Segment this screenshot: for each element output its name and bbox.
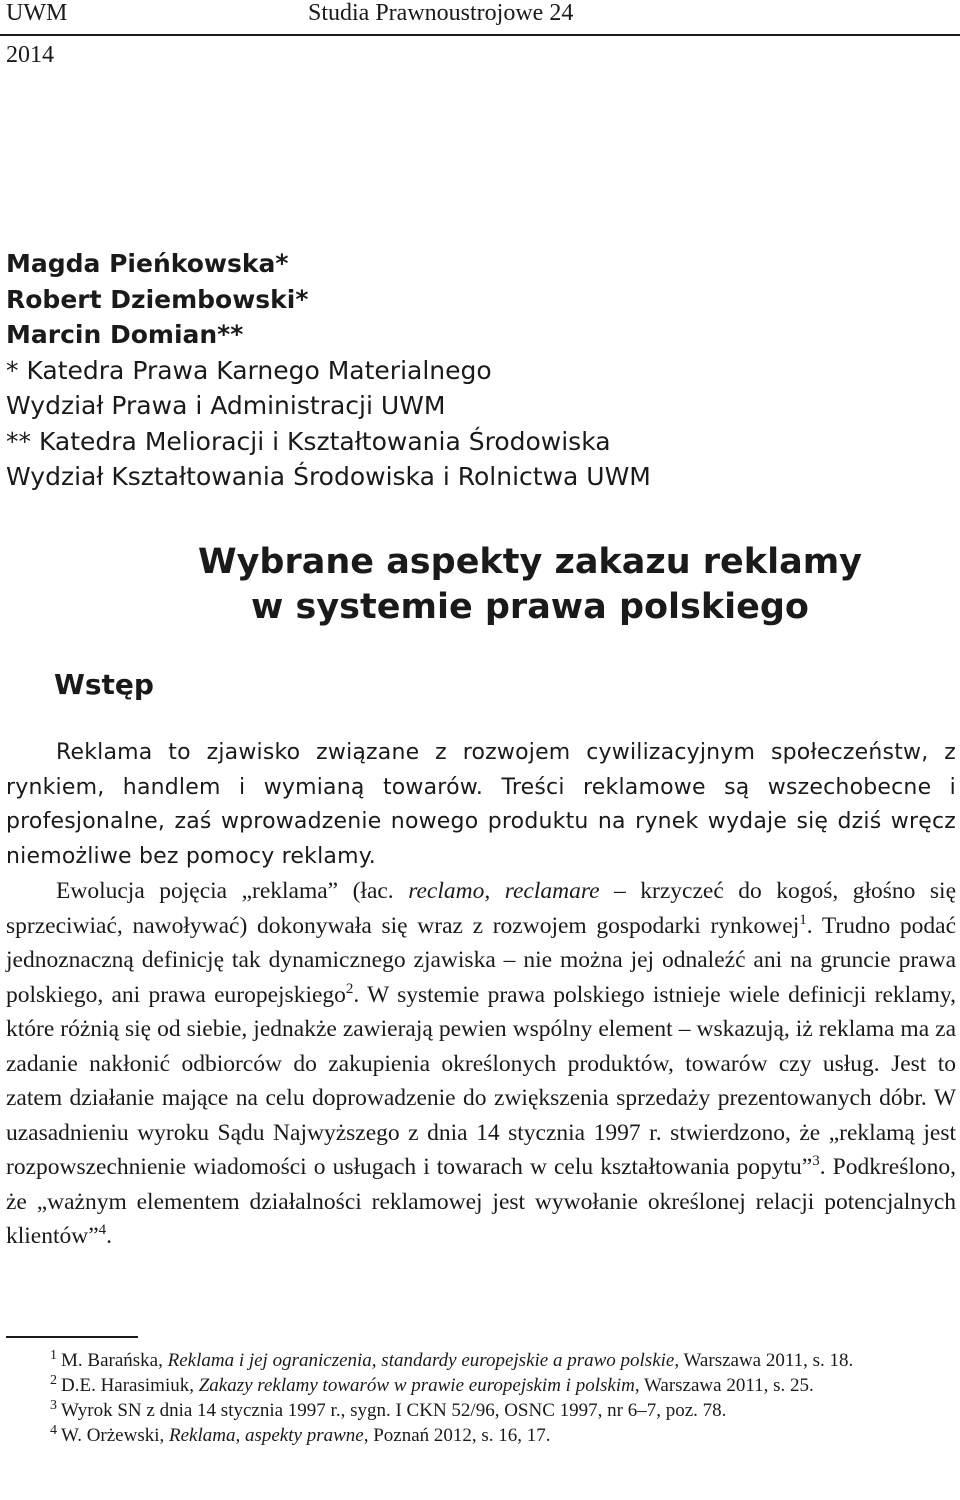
text-run: , Poznań 2012, s. 16, 17. [363, 1425, 551, 1446]
author-block [6, 246, 651, 495]
italic-term: reclamo [408, 878, 485, 904]
section-heading: Wstęp [54, 668, 154, 701]
text-run: . [106, 1223, 113, 1249]
text-run: , [484, 878, 505, 904]
publisher-label: UWM [6, 0, 68, 26]
text-run: . W systemie prawa polskiego istnieje wiele definicji reklamy, które różnią się od siebie, jednakże zawierają pewien wspólny element – wskazują, iż reklama ma za zadanie nakłonić odbiorców do zakupienia określonych produktów, towarów czy usług. Jest to zatem działanie mające na celu doprowadzenie do zwiększenia sprzedaży prezentowanych dóbr. W uzasadnieniu wyroku Sądu Najwyższego z dnia 14 stycznia 1997 r. stwierdzono, że „reklamą jest rozpowszechnienie wiadomości o usługach i towarach w celu kształtowania popytu” [6, 981, 956, 1180]
text-run: – krzyczeć do kogoś, głośno się sprzeciwiać, nawoływać) dokonywała się wraz z rozwojem gospodarki rynkowej [6, 878, 957, 939]
title-line: w systemie prawa polskiego [251, 587, 809, 627]
footnote-rule [6, 1336, 138, 1338]
paragraph [6, 874, 956, 1254]
italic-title: Reklama, aspekty prawne [169, 1425, 364, 1446]
journal-title: Studia Prawnoustrojowe 24 [308, 0, 574, 26]
footnote [6, 1398, 954, 1423]
title-line: Wybrane aspekty zakazu reklamy [198, 542, 862, 582]
footnote-ref[interactable]: 3 [812, 1153, 820, 1170]
text-run: Wyrok SN z dnia 14 stycznia 1997 r., sygn. I CKN 52/96, OSNC 1997, nr 6–7, poz. 78. [61, 1400, 727, 1421]
text-run: M. Barańska, [61, 1350, 168, 1371]
article-title [130, 540, 930, 630]
text-run: . Trudno podać jednoznaczną definicję tak dynamicznego zjawiska – nie można jej odnaleźć ani na gruncie prawa polskiego, ani prawa europejskiego [6, 912, 956, 1008]
italic-title: Zakazy reklamy towarów w prawie europejskim i polskim [198, 1375, 635, 1396]
author-name: Magda Pieńkowska* [6, 249, 289, 278]
footnote-ref[interactable]: 1 [799, 911, 807, 928]
italic-term: reclamare [504, 878, 600, 904]
author-name: Robert Dziembowski* [6, 284, 309, 314]
paragraph: Reklama to zjawisko związane z rozwojem cywilizacyjnym społeczeństw, z rynkiem, handlem i wymianą towarów. Treści reklamowe są wszechobecne i profesjonalne, zaś wprowadzenie nowego produktu na rynek wydaje się dziś wręcz niemożliwe bez pomocy reklamy. [6, 740, 956, 869]
footnote [6, 1348, 954, 1373]
footnote-ref[interactable]: 4 [98, 1222, 107, 1239]
body-text [6, 736, 956, 1254]
footnote-ref[interactable]: 2 [345, 980, 354, 997]
affiliation: ** Katedra Melioracji i Kształtowania Środowiska [6, 426, 611, 456]
footnotes [6, 1348, 954, 1448]
text-run: . Podkreślono, że „ważnym elementem działalności reklamowej jest wywołanie określonej relacji potencjalnych klientów” [6, 1154, 957, 1249]
footnote-number: 1 [50, 1347, 57, 1363]
footnote [6, 1423, 954, 1448]
italic-title: Reklama i jej ograniczenia, standardy europejskie a prawo polskie [167, 1350, 675, 1371]
footnote-number: 3 [50, 1397, 57, 1413]
text-run: W. Orżewski, [61, 1425, 169, 1446]
affiliation: * Katedra Prawa Karnego Materialnego [6, 355, 492, 385]
text-run: Ewolucja pojęcia „reklama” (łac. [56, 878, 409, 904]
text-run: , Warszawa 2011, s. 25. [634, 1375, 814, 1396]
footnote [6, 1373, 954, 1398]
year-label: 2014 [6, 42, 54, 68]
footnote-number: 2 [50, 1372, 57, 1388]
header-rule [0, 34, 960, 36]
affiliation: Wydział Kształtowania Środowiska i Rolnictwa UWM [6, 462, 651, 491]
text-run: , Warszawa 2011, s. 18. [674, 1350, 854, 1371]
text-run: D.E. Harasimiuk, [61, 1375, 199, 1396]
footnote-number: 4 [50, 1422, 57, 1438]
affiliation: Wydział Prawa i Administracji UWM [6, 391, 446, 420]
author-name: Marcin Domian** [6, 320, 244, 349]
